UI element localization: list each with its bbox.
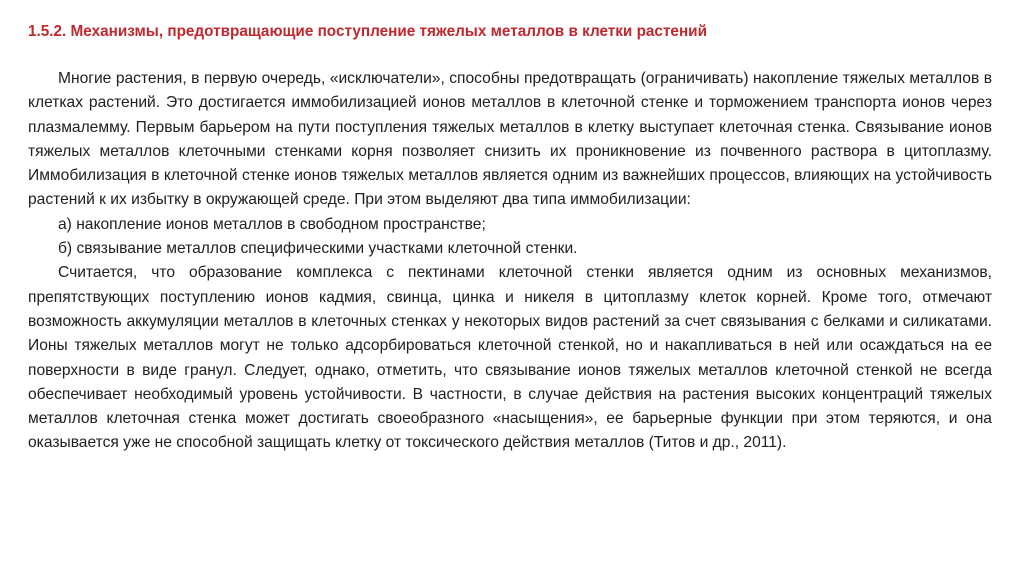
list-item-a: а) накопление ионов металлов в свободном пространстве; [58,215,486,233]
paragraph-conclusion: Считается, что образование комплекса с пектинами клеточной стенки является одним из основных механизмов, препятствующих поступлению ионов кадмия, свинца, цинка и никеля в цитоплазму клеток корней. Кроме того, отмечают возможность аккумуляции металлов в клеточных стенках у некоторых видов растений за счет связывания с белками и силикатами. Ионы тяжелых металлов могут не только адсорбироваться клеточной стенкой, но и накапливаться в ней или осаждаться на ее поверхности в виде гранул. Следует, однако, отметить, что связывание ионов тяжелых металлов клеточной стенкой не всегда обеспечивает необходимый уровень устойчивости. В частности, в случае действия на растения высоких концентраций тяжелых металлов клеточная стенка может достигать своеобразного «насыщения», ее барьерные функции при этом теряются, и она оказывается уже не способной защищать клетку от токсического действия металлов (Титов и др., 2011). [28,264,992,452]
section-heading: 1.5.2. Механизмы, предотвращающие поступление тяжелых металлов в клетки растений [28,23,707,40]
paragraph-intro: Многие растения, в первую очередь, «исключатели», способны предотвращать (ограничивать) накопление тяжелых металлов в клетках растений. Это достигается иммобилизацией ионов металлов в клеточной стенке и торможением транспорта ионов через плазмалемму. Первым барьером на пути поступления тяжелых металлов в клетку выступает клеточная стенка. Связывание ионов тяжелых металлов клеточными стенками корня позволяет снизить их проникновение из почвенного раствора в цитоплазму. Иммобилизация в клеточной стенке ионов тяжелых металлов является одним из важнейших процессов, влияющих на устойчивость растений к их избытку в окружающей среде. При этом выделяют два типа иммобилизации: [28,70,992,209]
body-text [28,67,992,456]
list-item-b: б) связывание металлов специфическими участками клеточной стенки. [58,240,578,258]
